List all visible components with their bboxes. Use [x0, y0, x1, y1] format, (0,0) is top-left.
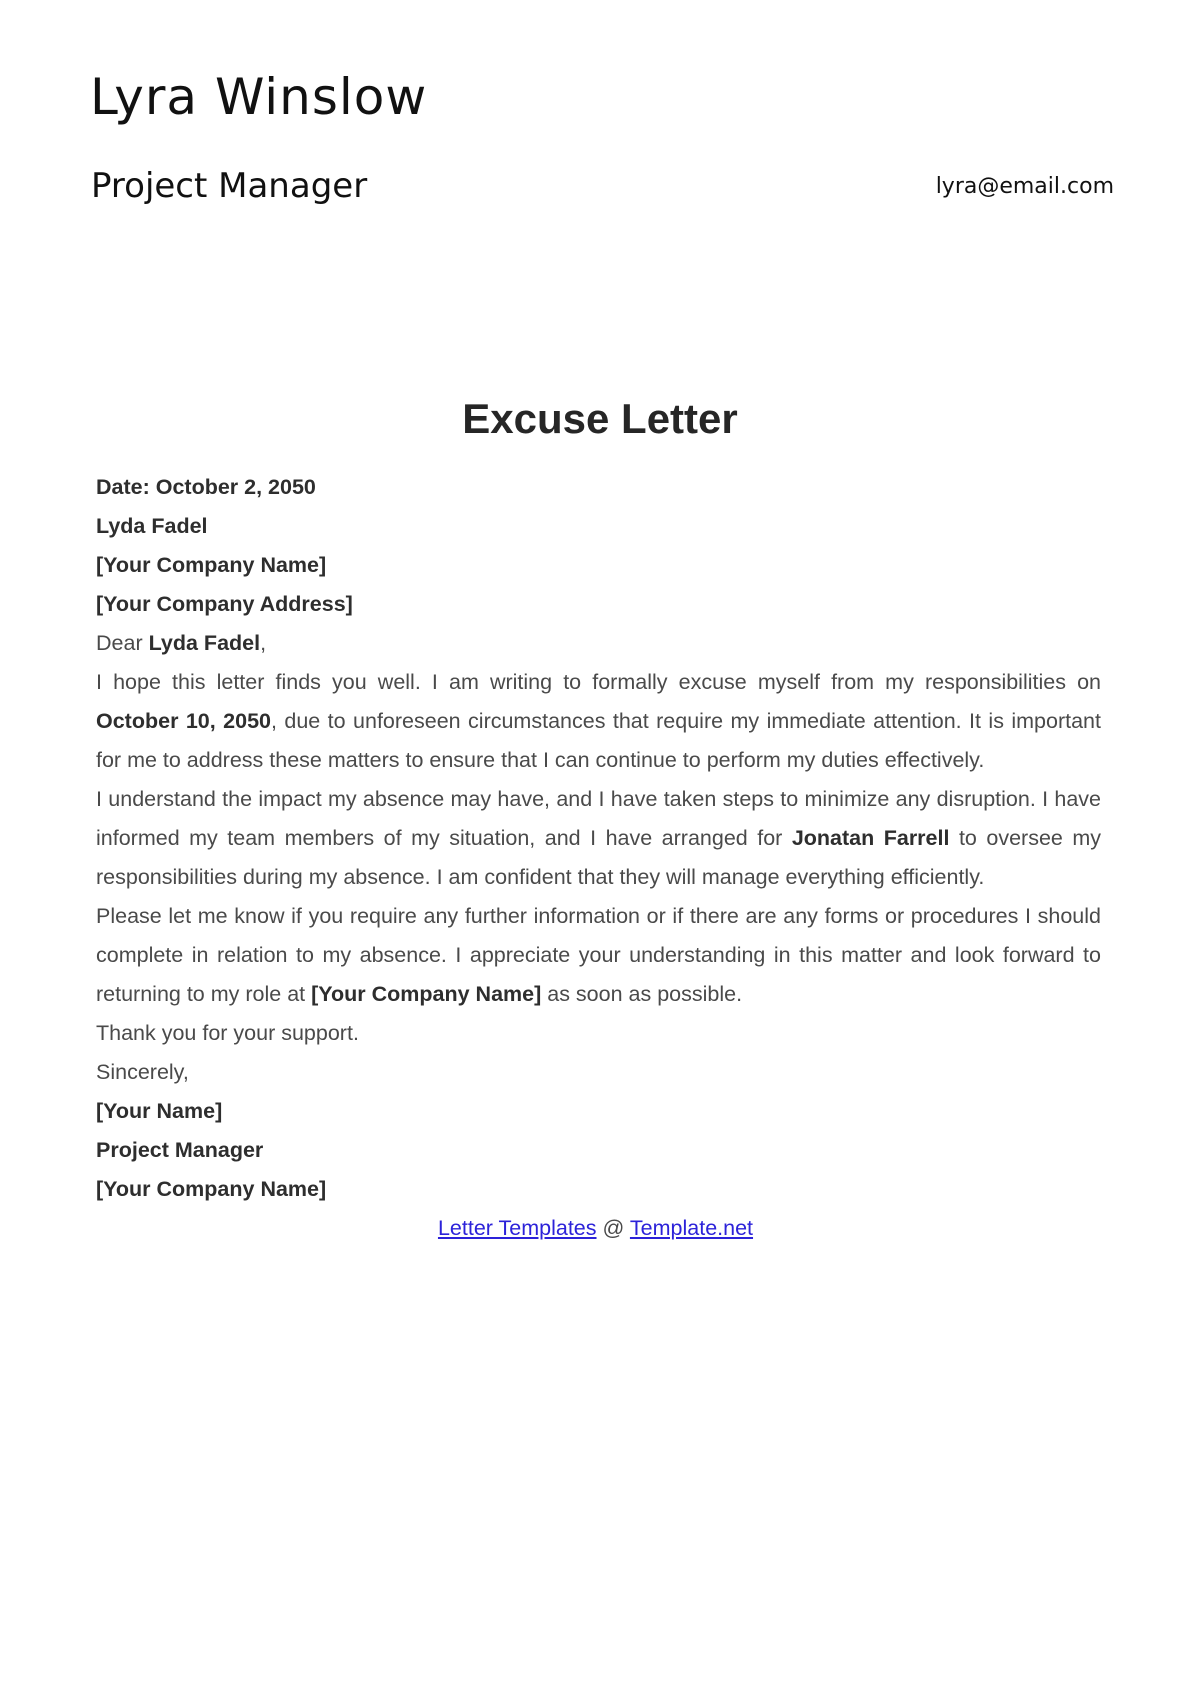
- sender-role: Project Manager: [91, 166, 368, 206]
- signature-company: [Your Company Name]: [96, 1177, 327, 1201]
- letter-date: Date: October 2, 2050: [96, 475, 316, 499]
- sender-email: lyra@email.com: [935, 174, 1114, 199]
- paragraph-1: I hope this letter finds you well. I am writing to formally excuse myself from my responsibilities on October 10, 2050, due to unforeseen circumstances that require my immediate attention. It is important for me to address these matters to ensure that I can continue to perform my duties effectively.: [96, 670, 1101, 772]
- paragraph-3: Please let me know if you require any further information or if there are any forms or procedures I should complete in relation to my absence. I appreciate your understanding in this matter and look forward to returning to my role at [Your Company Name] as soon as possible.: [96, 904, 1101, 1006]
- signature-name: [Your Name]: [96, 1099, 223, 1123]
- letter-title: Excuse Letter: [462, 395, 738, 442]
- closing-line: Sincerely,: [96, 1060, 189, 1084]
- letter-templates-link[interactable]: Letter Templates: [437, 1216, 597, 1240]
- recipient-company: [Your Company Name]: [96, 553, 327, 577]
- footer-separator: @: [602, 1216, 625, 1240]
- thanks-line: Thank you for your support.: [96, 1021, 359, 1045]
- recipient-name: Lyda Fadel: [96, 514, 208, 538]
- sender-name: Lyra Winslow: [90, 68, 428, 126]
- salutation: Dear Lyda Fadel,: [96, 631, 267, 655]
- signature-title: Project Manager: [96, 1138, 264, 1162]
- footer-attribution: [96, 1209, 1101, 1248]
- recipient-address: [Your Company Address]: [96, 592, 353, 616]
- paragraph-2: I understand the impact my absence may have, and I have taken steps to minimize any disruption. I have informed my team members of my situation, and I have arranged for Jonatan Farrell to oversee my responsibilities during my absence. I am confident that they will manage everything efficiently.: [96, 787, 1102, 889]
- template-net-link[interactable]: Template.net: [629, 1216, 754, 1240]
- letter-body: [96, 468, 1101, 1248]
